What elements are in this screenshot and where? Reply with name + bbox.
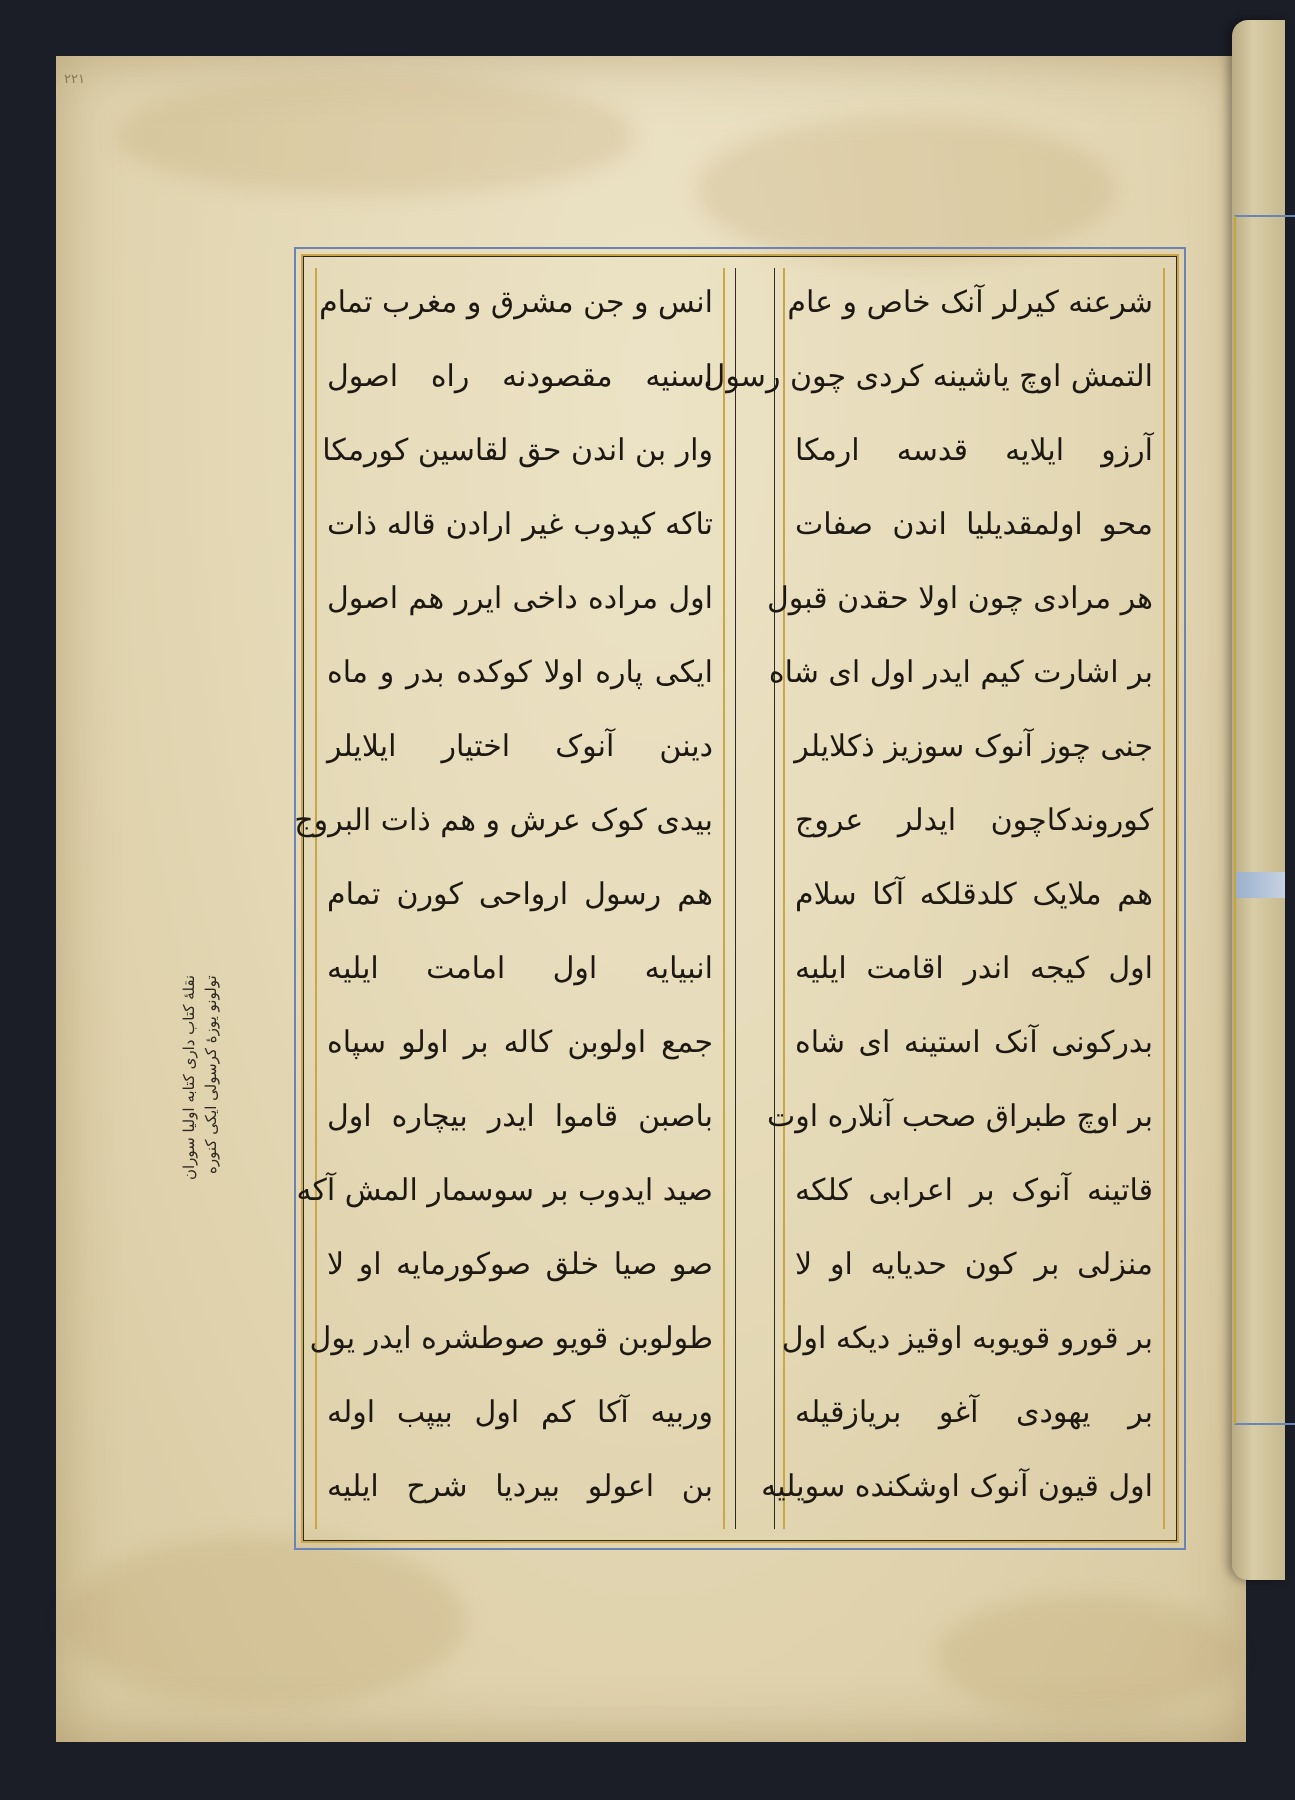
- water-stain: [696, 116, 1116, 266]
- verse-line: آرزو ایلایه قدسه ارمکا: [795, 433, 1153, 468]
- verse-line: اول قیون آنوک اوشکنده سویلیه: [761, 1469, 1153, 1504]
- verse-line: بر قورو قویوبه اوقیز دیکه اول: [781, 1321, 1153, 1356]
- verse-line: انبیایه اول امامت ایلیه: [327, 951, 713, 986]
- verse-line: التمش اوچ یاشینه کردی چون رسول: [703, 359, 1153, 394]
- verse-line: بدرکونی آنک استینه ای شاه: [795, 1025, 1153, 1060]
- text-frame: [294, 247, 1186, 1550]
- text-frame-inner-rule: [294, 254, 1179, 1543]
- water-stain: [116, 76, 636, 196]
- verse-line: هم رسول ارواحی کورن تمام: [327, 877, 713, 912]
- verse-line: باصبن قاموا ایدر بیچاره اول: [327, 1099, 713, 1134]
- verse-line: جنی چوز آنوک سوزیز ذکلایلر: [794, 729, 1153, 764]
- verse-line: وار بن اندن حق لقاسین کورمکا: [322, 433, 713, 468]
- verse-line: انس و جن مشرق و مغرب تمام: [319, 285, 713, 320]
- column-gutter: [735, 268, 775, 1529]
- verse-line: هر مرادی چون اولا حقدن قبول: [766, 581, 1153, 616]
- folio-number: ٢٢١: [64, 72, 85, 87]
- verse-line: ایکی پاره اولا کوکده بدر و ماه: [327, 655, 713, 690]
- margin-note: [178, 975, 258, 1215]
- text-column-right: [703, 268, 1165, 1529]
- verse-line: طولوبن قویو صوطشره ایدر یول: [309, 1321, 713, 1356]
- verse-line: قاتینه آنوک بر اعرابی کلکه: [795, 1173, 1153, 1208]
- verse-line: اسنیه مقصودنه راه اصول: [327, 359, 713, 394]
- verse-line: منزلی بر کون حدیایه او لا: [795, 1247, 1153, 1282]
- verse-line: تاکه کیدوب غیر ارادن قاله ذات: [327, 507, 713, 542]
- adjacent-page-edge: [1232, 20, 1285, 1580]
- verse-line: بر یهودی آغو بریازقیله: [795, 1395, 1153, 1430]
- verse-line: بن اعولو بیردیا شرح ایلیه: [327, 1469, 713, 1504]
- margin-note-line: نقلهٔ کتاب داری کتابه اولیا سوران: [180, 975, 198, 1181]
- verse-line: صو صیا خلق صوکورمایه او لا: [327, 1247, 713, 1282]
- verse-line: جمع اولوبن کاله بر اولو سپاه: [327, 1025, 713, 1060]
- verse-line: کوروندکاچون ایدلر عروج: [795, 803, 1153, 838]
- verse-line: اول مراده داخی ایرر هم اصول: [327, 581, 713, 616]
- verse-line: وربیه آکا کم اول بیپب اوله: [327, 1395, 713, 1430]
- margin-note-line: تولونو یوزهٔ کرسولی ایکی کنوره: [202, 975, 220, 1174]
- verse-line: هم ملایک کلدقلکه آکا سلام: [795, 877, 1153, 912]
- verse-line: بر اشارت کیم ایدر اول ای شاه: [768, 655, 1153, 690]
- verse-line: صید ایدوب بر سوسمار المش آکه: [296, 1173, 713, 1208]
- verse-line: بیدی کوک عرش و هم ذات البروج: [294, 803, 713, 838]
- verse-line: دینن آنوک اختیار ایلایلر: [327, 729, 713, 764]
- verse-line: اول کیجه اندر اقامت ایلیه: [795, 951, 1153, 986]
- water-stain: [66, 1536, 466, 1706]
- adjacent-page-frame: [1234, 215, 1295, 1425]
- verse-line: بر اوچ طبراق صحب آنلاره اوت: [766, 1099, 1153, 1134]
- water-stain: [936, 1596, 1236, 1716]
- adjacent-page-band: [1236, 872, 1285, 898]
- verse-line: شرعنه کیرلر آنک خاص و عام: [787, 285, 1153, 320]
- text-column-left: [294, 268, 725, 1529]
- verse-line: محو اولمقدیلیا اندن صفات: [795, 507, 1153, 542]
